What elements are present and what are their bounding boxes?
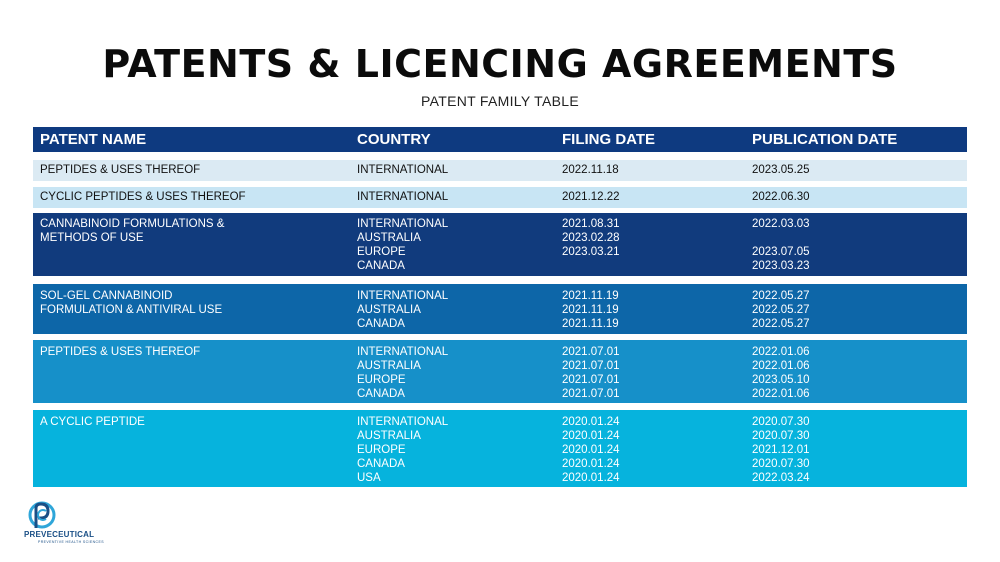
filing-date: 2021.07.01	[562, 360, 620, 372]
publication-date-list	[752, 217, 810, 273]
table-row	[33, 213, 967, 276]
filing-date-list	[562, 289, 619, 331]
country: AUSTRALIA	[357, 360, 421, 372]
patent-name-line: PEPTIDES & USES THEREOF	[40, 346, 201, 358]
publication-date: 2022.03.03	[752, 218, 810, 230]
filing-date: 2022.11.18	[562, 164, 619, 176]
country: EUROPE	[357, 444, 406, 456]
filing-date: 2021.07.01	[562, 346, 620, 358]
country: AUSTRALIA	[357, 304, 421, 316]
country-list	[357, 289, 448, 331]
patent-name	[40, 415, 145, 429]
filing-date: 2023.02.28	[562, 232, 620, 244]
publication-date: 2023.03.23	[752, 260, 810, 272]
filing-date: 2021.07.01	[562, 374, 620, 386]
publication-date: 2021.12.01	[752, 444, 810, 456]
page-subtitle: PATENT FAMILY TABLE	[421, 93, 579, 109]
filing-date: 2020.01.24	[562, 472, 620, 484]
country-list	[357, 217, 448, 273]
publication-date: 2020.07.30	[752, 430, 810, 442]
publication-date: 2022.01.06	[752, 346, 810, 358]
header-patent-name: PATENT NAME	[40, 131, 147, 148]
table-header	[33, 127, 967, 152]
publication-date: 2023.07.05	[752, 246, 810, 258]
publication-date: 2020.07.30	[752, 416, 810, 428]
publication-date-list	[752, 415, 810, 485]
filing-date: 2020.01.24	[562, 444, 620, 456]
country: INTERNATIONAL	[357, 290, 449, 302]
patent-name-line: SOL-GEL CANNABINOID	[40, 290, 173, 302]
page-title: PATENTS & LICENCING AGREEMENTS	[102, 42, 898, 86]
table-row	[33, 284, 967, 334]
publication-date: 2020.07.30	[752, 458, 810, 470]
country-list	[357, 345, 448, 401]
patent-name	[40, 345, 200, 359]
publication-date: 2022.01.06	[752, 360, 810, 372]
patent-name: CYCLIC PEPTIDES & USES THEREOF	[40, 191, 246, 203]
filing-date	[562, 259, 620, 273]
table-row	[33, 340, 967, 403]
logo-tagline: PREVENTIVE HEALTH SCIENCES	[38, 540, 104, 544]
country: CANADA	[357, 318, 405, 330]
country: INTERNATIONAL	[357, 346, 449, 358]
table-row	[33, 187, 967, 208]
patent-name-line: A CYCLIC PEPTIDE	[40, 416, 145, 428]
country: INTERNATIONAL	[357, 218, 449, 230]
publication-date: 2022.01.06	[752, 388, 810, 400]
country: AUSTRALIA	[357, 430, 421, 442]
publication-date: 2022.06.30	[752, 191, 810, 203]
filing-date: 2021.08.31	[562, 218, 620, 230]
filing-date: 2021.11.19	[562, 290, 619, 302]
patent-name	[40, 217, 224, 245]
publication-date: 2022.03.24	[752, 472, 810, 484]
filing-date-list	[562, 345, 620, 401]
filing-date: 2021.12.22	[562, 191, 620, 203]
table-row	[33, 160, 967, 181]
patent-name-line: CANNABINOID FORMULATIONS &	[40, 218, 225, 230]
patent-name-line: FORMULATION & ANTIVIRAL USE	[40, 304, 223, 316]
filing-date: 2020.01.24	[562, 416, 620, 428]
country: CANADA	[357, 260, 405, 272]
country: EUROPE	[357, 374, 406, 386]
patent-name: PEPTIDES & USES THEREOF	[40, 164, 201, 176]
table-row	[33, 410, 967, 487]
publication-date-list	[752, 289, 810, 331]
filing-date: 2020.01.24	[562, 430, 620, 442]
filing-date: 2021.11.19	[562, 318, 619, 330]
header-publication-date: PUBLICATION DATE	[752, 131, 898, 148]
logo-outer-ring	[30, 503, 54, 527]
logo-wordmark: PREVECEUTICAL	[24, 530, 95, 539]
country: INTERNATIONAL	[357, 416, 449, 428]
filing-date-list	[562, 415, 620, 485]
country: AUSTRALIA	[357, 232, 421, 244]
publication-date: 2022.05.27	[752, 318, 810, 330]
country: EUROPE	[357, 246, 406, 258]
filing-date: 2023.03.21	[562, 246, 620, 258]
filing-date: 2020.01.24	[562, 458, 620, 470]
country-list	[357, 415, 448, 485]
patent-name-line: METHODS OF USE	[40, 232, 144, 244]
filing-date-list	[562, 217, 620, 273]
publication-date	[752, 231, 810, 245]
publication-date: 2022.05.27	[752, 290, 810, 302]
publication-date-list	[752, 345, 810, 401]
country: CANADA	[357, 388, 405, 400]
header-country: COUNTRY	[357, 131, 431, 148]
country: CANADA	[357, 458, 405, 470]
country: USA	[357, 472, 381, 484]
publication-date: 2022.05.27	[752, 304, 810, 316]
publication-date: 2023.05.25	[752, 164, 810, 176]
filing-date: 2021.07.01	[562, 388, 620, 400]
header-filing-date: FILING DATE	[562, 131, 656, 148]
filing-date: 2021.11.19	[562, 304, 619, 316]
country: INTERNATIONAL	[357, 164, 449, 176]
patent-name	[40, 289, 222, 317]
publication-date: 2023.05.10	[752, 374, 810, 386]
country: INTERNATIONAL	[357, 191, 449, 203]
